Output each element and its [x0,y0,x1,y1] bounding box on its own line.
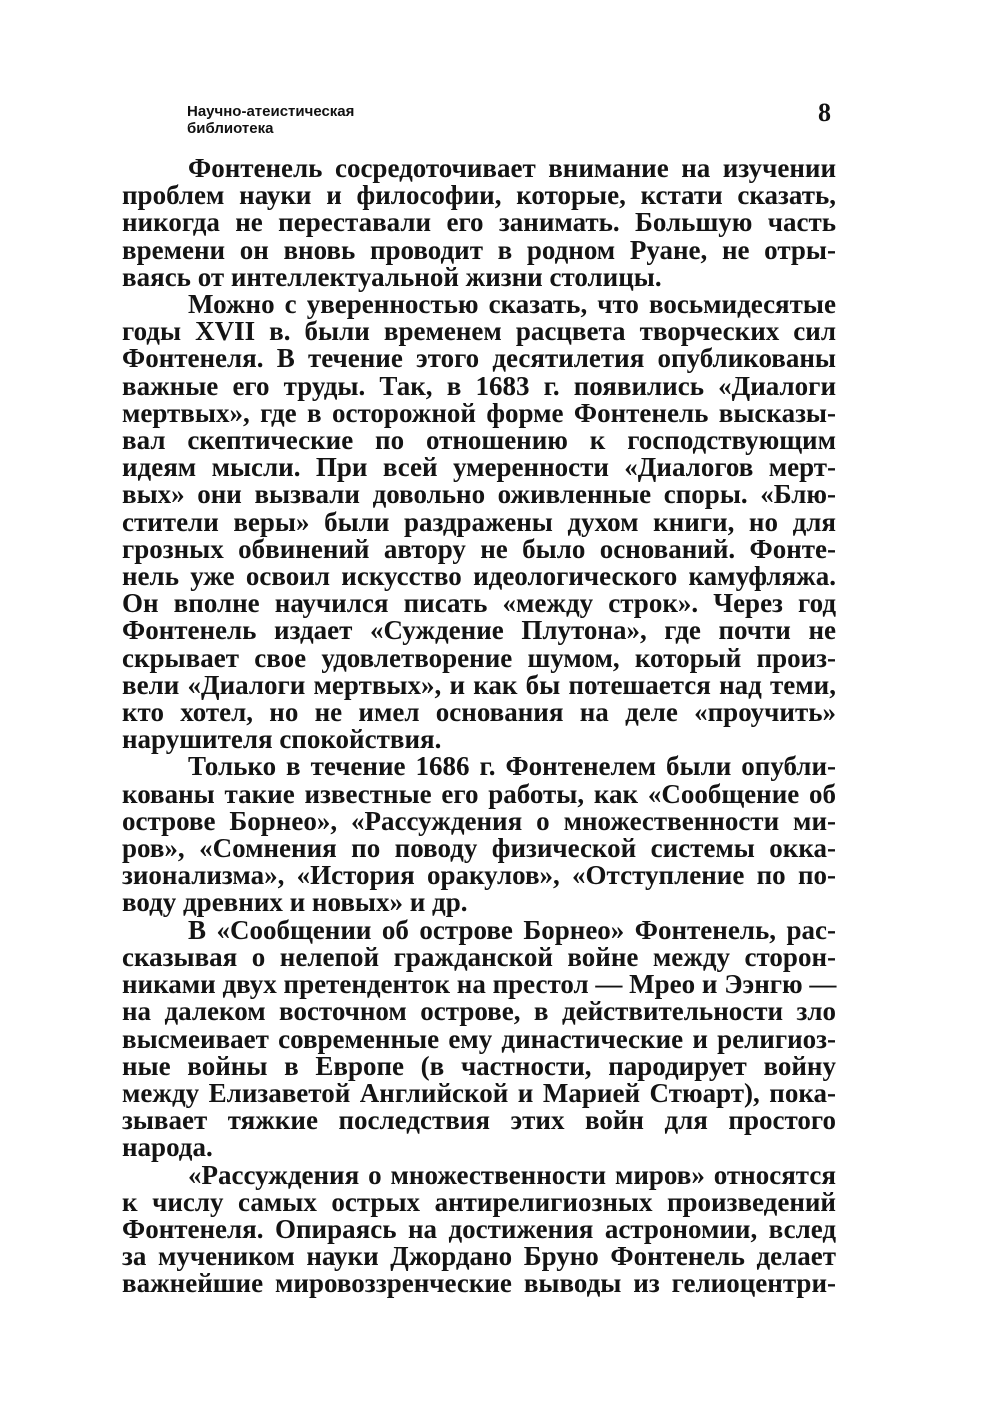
text-line: Фонтенеля. Опираясь на достижения астрономии, вслед [122,1213,836,1244]
text-line: зионализма», «История оракулов», «Отступление по по- [122,860,836,891]
text-line: острове Борнео», «Рассуждения о множественности ми- [122,805,836,836]
text-line: сказывая о нелепой гражданской войне между сторон- [122,941,836,972]
text-line: вал скептические по отношению к господствующим [122,425,836,456]
text-line: нарушителя спокойствия. [122,724,442,755]
text-line: грозных обвинений автору не было оснований. Фонте- [122,533,836,564]
text-line: за мучеником науки Джордано Бруно Фонтенель делает [122,1241,836,1272]
text-line: важнейшие мировоззренческие выводы из гелиоцентри- [122,1268,836,1299]
text-line: ров», «Сомнения по поводу физической системы окка- [122,833,836,864]
series-title-line-1: Научно-атеистическая [187,103,355,120]
text-line: времени он вновь проводит в родном Руане, не отры- [122,234,836,265]
text-line: вых» они вызвали довольно оживленные споры. «Блю- [122,479,836,510]
text-line: стители веры» были раздражены духом книги, но для [122,506,836,537]
text-line: никами двух претенденток на престол — Мрео и Ээнгю — [122,969,837,1000]
text-line: Фонтенель издает «Суждение Плутона», где почти не [122,615,836,646]
text-line: народа. [122,1132,213,1163]
text-line: важные его труды. Так, в 1683 г. появились «Диалоги [122,370,836,401]
text-line: высмеивает современные ему династические и религиоз- [122,1023,836,1054]
text-line: никогда не переставали его занимать. Большую часть [122,207,836,238]
text-line: нель уже освоил искусство идеологического камуфляжа. [122,561,836,592]
series-title [187,103,354,137]
text-line: скрывает свое удовлетворение шумом, который произ- [122,642,836,673]
series-title-line-2: библиотека [187,120,274,137]
text-line: идеям мысли. При всей умеренности «Диалогов мерт- [122,452,836,483]
text-line: «Рассуждения о множественности миров» относятся [188,1159,836,1190]
text-line: Фонтенель сосредоточивает внимание на изучении [188,153,836,183]
text-line: годы XVII в. были временем расцвета творческих сил [122,316,836,347]
text-line: Можно с уверенностью сказать, что восьмидесятые [188,289,836,320]
text-line: между Елизаветой Английской и Марией Стюарт), пока- [122,1077,836,1108]
text-line: ваясь от интеллектуальной жизни столицы. [122,261,662,292]
text-line: проблем науки и философии, которые, кстати сказать, [122,180,836,211]
text-line: Фонтенеля. В течение этого десятилетия опубликованы [122,343,836,374]
text-line: Он вполне научился писать «между строк». Через год [122,588,836,619]
text-line: вели «Диалоги мертвых», и как бы потешается над теми, [122,669,836,700]
text-line: кто хотел, но не имел основания на деле «проучить» [122,697,836,728]
text-line: Только в течение 1686 г. Фонтенелем были опубли- [188,751,836,782]
text-line: кованы такие известные его работы, как «Сообщение об [122,778,836,809]
text-line: мертвых», где в осторожной форме Фонтенель высказы- [122,397,836,428]
text-line: на далеком восточном острове, в действительности зло [122,996,836,1027]
text-line: ные войны в Европе (в частности, пародирует войну [122,1050,836,1081]
page-number: 8 [818,98,831,127]
text-line: к числу самых острых антирелигиозных произведений [122,1186,836,1217]
text-line: зывает тяжкие последствия этих войн для простого [122,1105,836,1136]
text-line: В «Сообщении об острове Борнео» Фонтенель, рас- [188,914,836,945]
text-line: воду древних и новых» и др. [122,887,468,918]
body-text [122,155,836,1298]
